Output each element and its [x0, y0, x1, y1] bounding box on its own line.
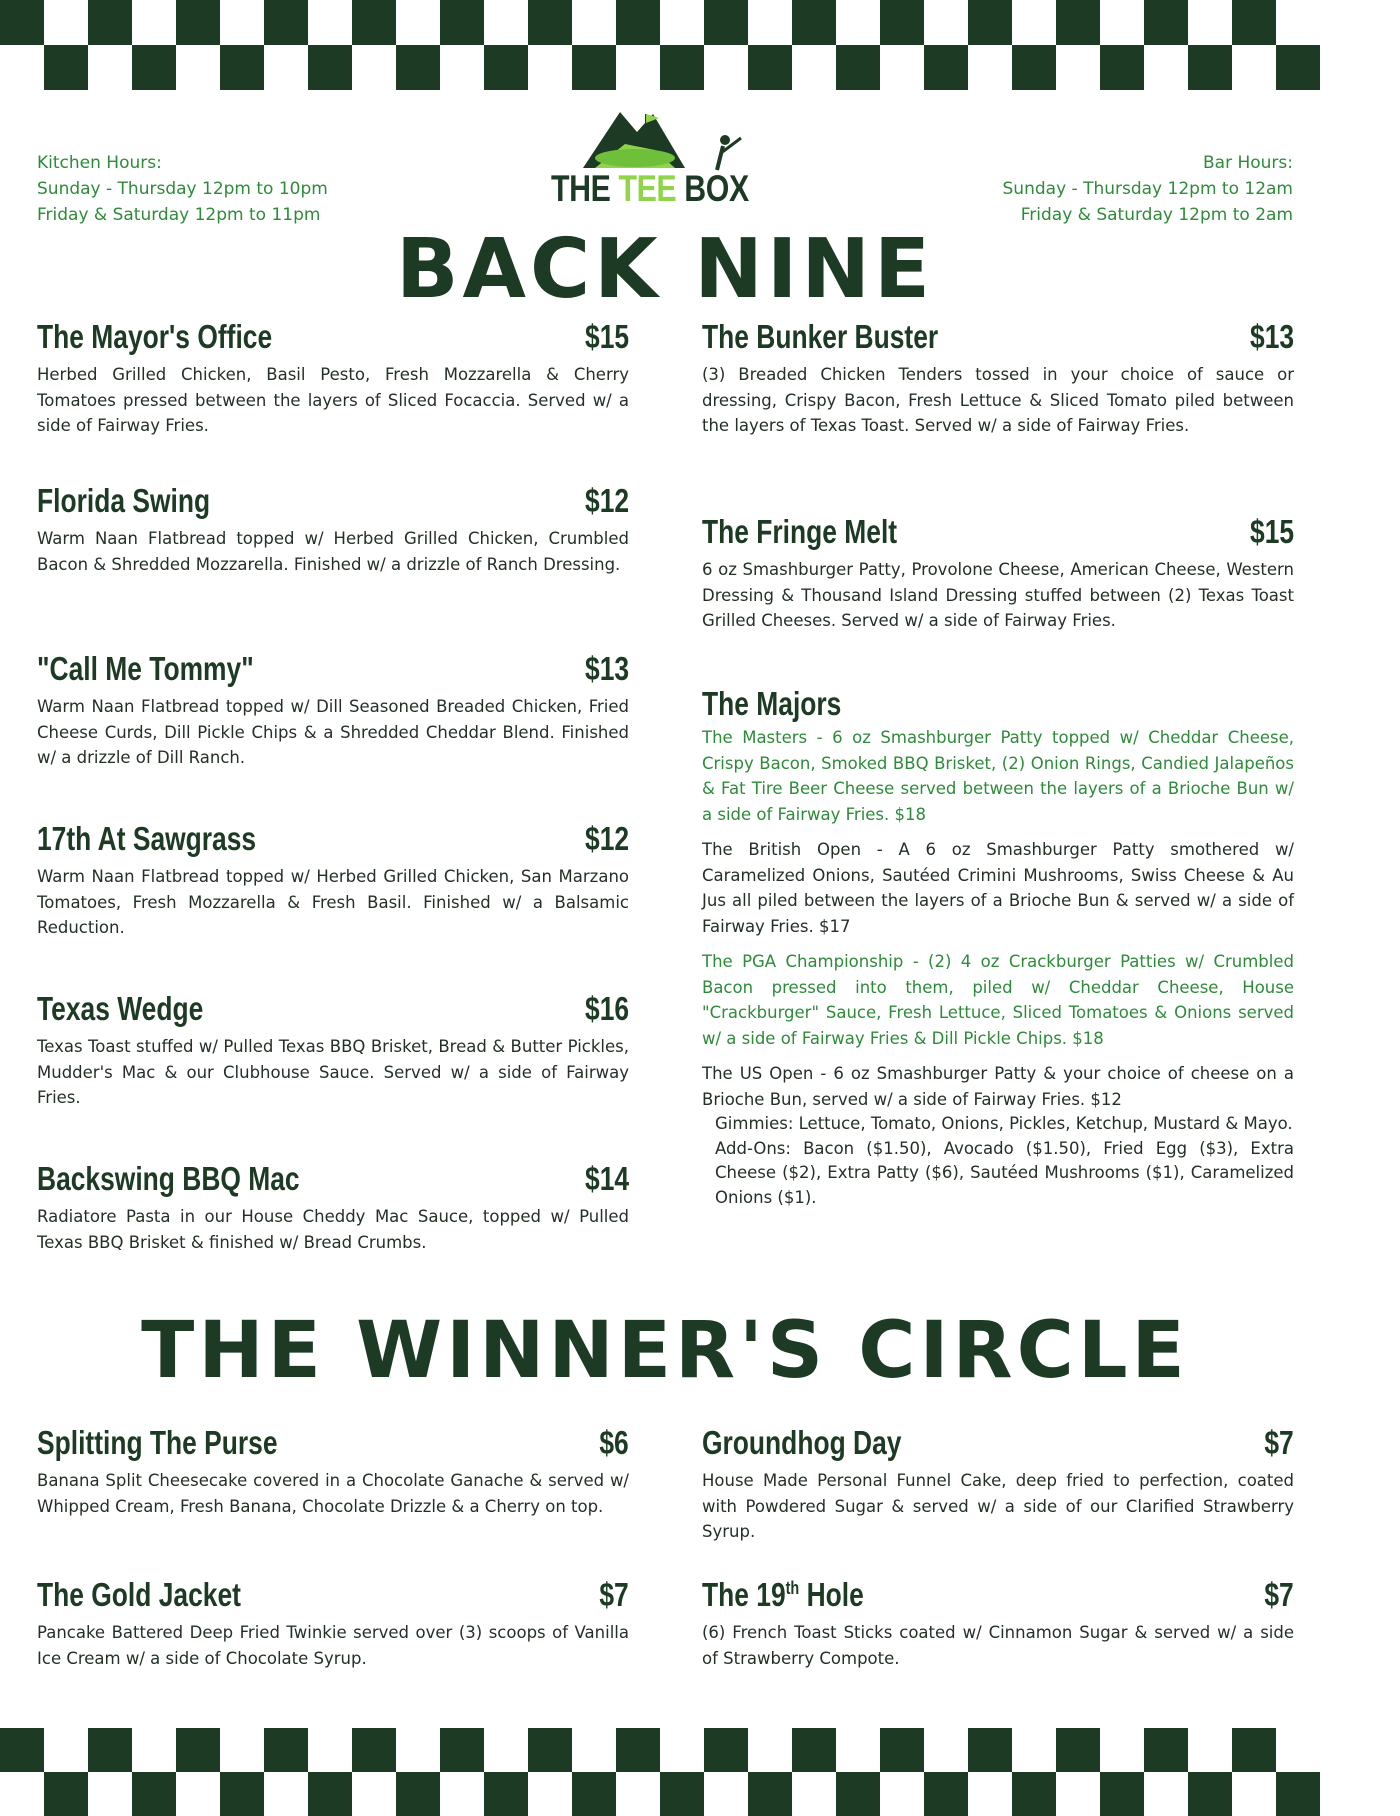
item-price: $13 [584, 650, 629, 687]
item-description: 6 oz Smashburger Patty, Provolone Cheese, American Cheese, Western Dressing & Thousand Island Dressing stuffed between (2) Texas Toast Grilled Cheeses. Served w/ a side of Fairway Fries. [702, 560, 1294, 630]
bottom-checker-border [0, 1728, 1400, 1816]
majors-addons: Add-Ons: Bacon ($1.50), Avocado ($1.50), Fried Egg ($3), Extra Cheese ($2), Extra Patty ($6), Sautéed Mushrooms ($1), Caramelized Onions ($1). [715, 1138, 1294, 1207]
kitchen-hours-title: Kitchen Hours: [37, 153, 162, 173]
menu-item [37, 990, 629, 1111]
menu-item [37, 1160, 629, 1255]
menu-item [37, 650, 629, 771]
majors-gimmies: Gimmies: Lettuce, Tomato, Onions, Pickles, Ketchup, Mustard & Mayo. [715, 1114, 1293, 1133]
menu-item [37, 1424, 629, 1519]
menu-item [702, 513, 1294, 634]
menu-item [37, 318, 629, 439]
bar-hours-weekday: Sunday - Thursday 12pm to 12am [1002, 179, 1293, 199]
menu-item [702, 318, 1294, 439]
item-price: $7 [599, 1576, 629, 1613]
menu-item [702, 1424, 1294, 1545]
item-name: Splitting The Purse [37, 1424, 278, 1461]
item-name: The Gold Jacket [37, 1576, 241, 1613]
winners-circle-title: THE WINNER'S CIRCLE [141, 1306, 1189, 1396]
majors-us-open: The US Open - 6 oz Smashburger Patty & your choice of cheese on a Brioche Bun, served w/ a side of Fairway Fries. $12 [702, 1064, 1294, 1109]
item-description: (6) French Toast Sticks coated w/ Cinnamon Sugar & served w/ a side of Strawberry Compote. [702, 1623, 1294, 1668]
item-name: Backswing BBQ Mac [37, 1160, 300, 1197]
bar-hours [1003, 150, 1293, 228]
item-price: $13 [1249, 318, 1294, 355]
tee-box-logo [545, 98, 755, 216]
majors-title: The Majors [702, 685, 842, 722]
item-description: Herbed Grilled Chicken, Basil Pesto, Fresh Mozzarella & Cherry Tomatoes pressed between the layers of Sliced Focaccia. Served w/ a side of Fairway Fries. [37, 365, 629, 435]
item-description: Warm Naan Flatbread topped w/ Herbed Grilled Chicken, Crumbled Bacon & Shredded Mozzarella. Finished w/ a drizzle of Ranch Dressing. [37, 529, 629, 574]
item-description: Banana Split Cheesecake covered in a Chocolate Ganache & served w/ Whipped Cream, Fresh Banana, Chocolate Drizzle & a Cherry on top. [37, 1471, 629, 1516]
item-price: $7 [1264, 1424, 1294, 1461]
majors-british-open: The British Open - A 6 oz Smashburger Patty smothered w/ Caramelized Onions, Sautéed Crimini Mushrooms, Swiss Cheese & Au Jus all piled between the layers of a Brioche Bun & served w/ a side of Fairway Fries. $17 [702, 840, 1294, 936]
menu-item [37, 482, 629, 577]
back-nine-title: BACK NINE [395, 222, 934, 317]
item-name: "Call Me Tommy" [37, 650, 254, 687]
item-description: Warm Naan Flatbread topped w/ Herbed Grilled Chicken, San Marzano Tomatoes, Fresh Mozzarella & Fresh Basil. Finished w/ a Balsamic Reduction. [37, 867, 629, 937]
item-price: $15 [584, 318, 629, 355]
majors-pga-championship: The PGA Championship - (2) 4 oz Crackburger Patties w/ Crumbled Bacon pressed into them, piled w/ Cheddar Cheese, House "Crackburger" Sauce, Fresh Lettuce, Sliced Tomatoes & Onions served w/ a side of Fairway Fries & Dill Pickle Chips. $18 [702, 952, 1294, 1048]
item-name: 17th At Sawgrass [37, 820, 257, 857]
kitchen-hours [37, 150, 328, 228]
item-name: Groundhog Day [702, 1424, 902, 1461]
logo-word-the: THE [551, 168, 619, 209]
kitchen-hours-weekday: Sunday - Thursday 12pm to 10pm [37, 179, 328, 199]
item-name: The Fringe Melt [702, 513, 898, 550]
item-price: $7 [1264, 1576, 1294, 1613]
bar-hours-weekend: Friday & Saturday 12pm to 2am [1020, 205, 1293, 225]
item-name-suffix: Hole [799, 1576, 864, 1613]
logo-wordmark [551, 168, 749, 210]
item-name [702, 1576, 864, 1614]
item-name: Florida Swing [37, 482, 211, 519]
logo-word-tee: TEE [618, 168, 677, 209]
item-price: $15 [1249, 513, 1294, 550]
item-price: $12 [584, 820, 629, 857]
item-description: Radiatore Pasta in our House Cheddy Mac Sauce, topped w/ Pulled Texas BBQ Brisket & finished w/ Bread Crumbs. [37, 1207, 629, 1252]
bar-hours-title: Bar Hours: [1202, 153, 1293, 173]
item-description: (3) Breaded Chicken Tenders tossed in your choice of sauce or dressing, Crispy Bacon, Fresh Lettuce & Sliced Tomato piled between the layers of Texas Toast. Served w/ a side of Fairway Fries. [702, 365, 1294, 435]
majors-section [702, 685, 1294, 1210]
item-name-main: The 19 [702, 1576, 786, 1613]
item-name: Texas Wedge [37, 990, 204, 1027]
item-description: Warm Naan Flatbread topped w/ Dill Seasoned Breaded Chicken, Fried Cheese Curds, Dill Pickle Chips & a Shredded Cheddar Blend. Finished w/ a drizzle of Dill Ranch. [37, 697, 629, 767]
top-checker-border [0, 0, 1400, 90]
item-name-superscript: th [785, 1578, 800, 1598]
item-description: Texas Toast stuffed w/ Pulled Texas BBQ Brisket, Bread & Butter Pickles, Mudder's Mac & our Clubhouse Sauce. Served w/ a side of Fairway Fries. [37, 1037, 629, 1107]
item-description: House Made Personal Funnel Cake, deep fried to perfection, coated with Powdered Sugar & served w/ a side of our Clarified Strawberry Syrup. [702, 1471, 1294, 1541]
menu-item [37, 1576, 629, 1671]
kitchen-hours-weekend: Friday & Saturday 12pm to 11pm [37, 205, 321, 225]
logo-word-box: BOX [676, 168, 749, 209]
item-name: The Bunker Buster [702, 318, 939, 355]
item-description: Pancake Battered Deep Fried Twinkie served over (3) scoops of Vanilla Ice Cream w/ a side of Chocolate Syrup. [37, 1623, 629, 1668]
item-price: $12 [584, 482, 629, 519]
item-price: $14 [584, 1160, 629, 1197]
mountain-golf-icon [545, 98, 755, 173]
item-price: $16 [584, 990, 629, 1027]
item-name: The Mayor's Office [37, 318, 273, 355]
item-price: $6 [599, 1424, 629, 1461]
menu-item [37, 820, 629, 941]
menu-item [702, 1576, 1294, 1671]
majors-masters: The Masters - 6 oz Smashburger Patty topped w/ Cheddar Cheese, Crispy Bacon, Smoked BBQ Brisket, (2) Onion Rings, Candied Jalapeños & Fat Tire Beer Cheese served between the layers of a Brioche Bun w/ a side of Fairway Fries. $18 [702, 728, 1294, 824]
